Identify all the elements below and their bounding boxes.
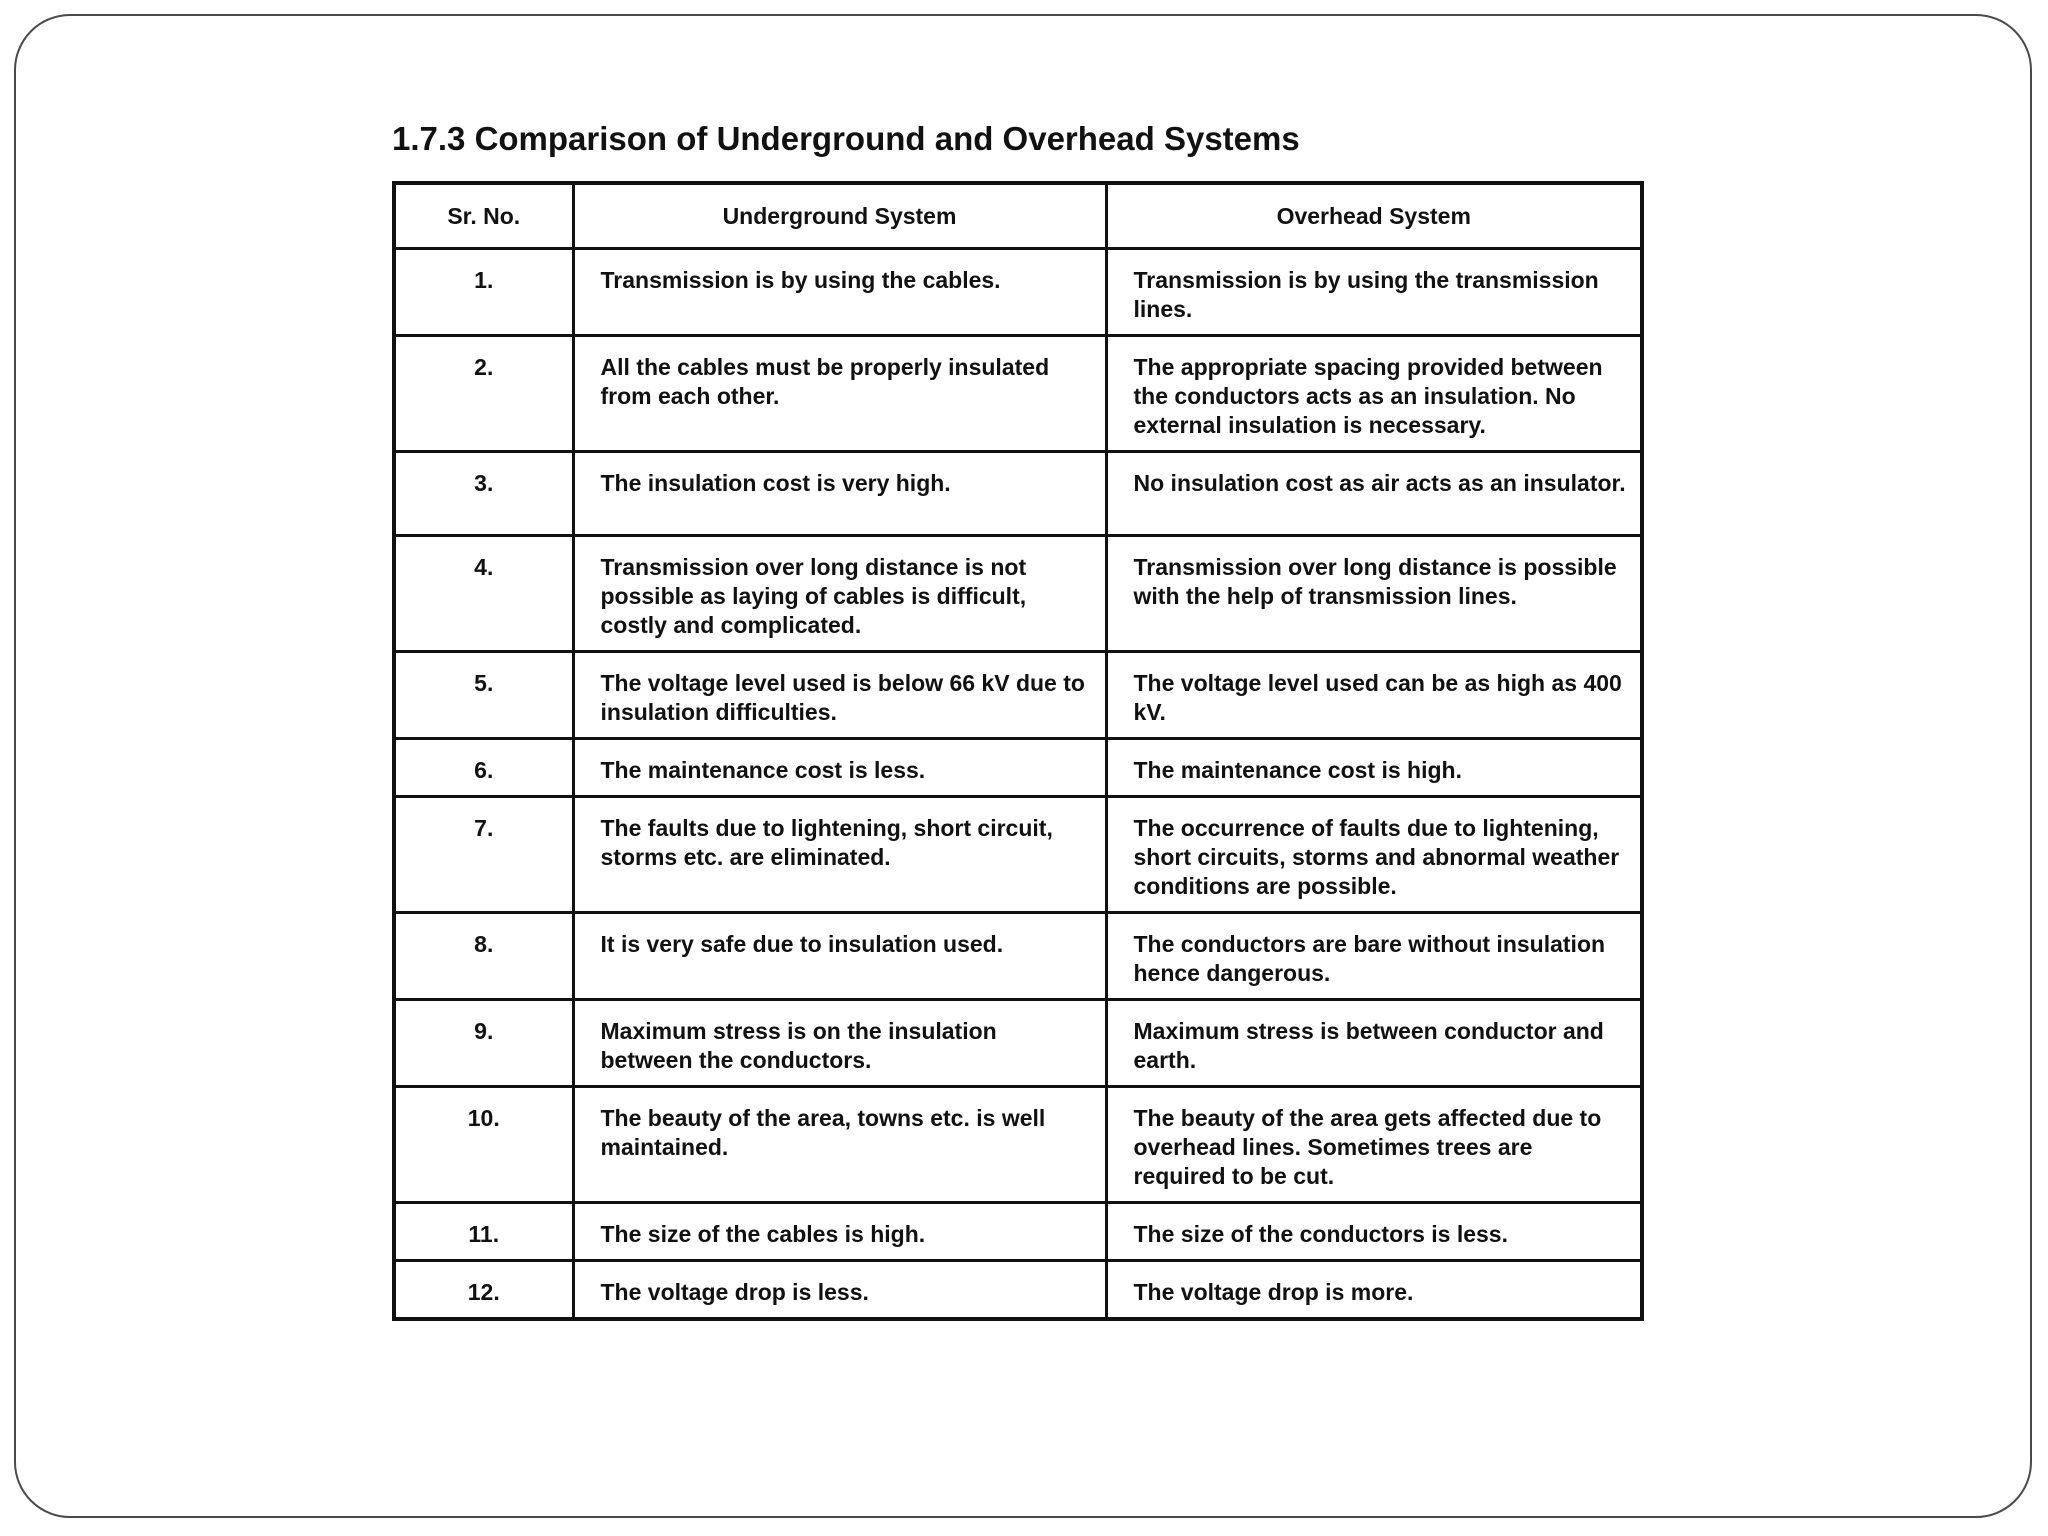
underground-cell: It is very safe due to insulation used. [573,913,1106,1000]
sr-no-cell: 4. [394,536,573,652]
underground-cell: The faults due to lightening, short circuit, storms etc. are eliminated. [573,797,1106,913]
table-row [394,1087,1642,1203]
underground-cell: The beauty of the area, towns etc. is well maintained. [573,1087,1106,1203]
header-overhead-system: Overhead System [1106,183,1642,249]
overhead-cell: The voltage drop is more. [1106,1261,1642,1320]
sr-no-cell: 1. [394,249,573,336]
slide-frame [14,14,2032,1518]
section-heading: 1.7.3 Comparison of Underground and Overhead Systems [392,120,1300,157]
overhead-cell: The maintenance cost is high. [1106,739,1642,797]
underground-cell: The maintenance cost is less. [573,739,1106,797]
sr-no-cell: 12. [394,1261,573,1320]
underground-cell: The voltage drop is less. [573,1261,1106,1320]
table-row [394,336,1642,452]
table-row [394,536,1642,652]
overhead-cell: Maximum stress is between conductor and earth. [1106,1000,1642,1087]
sr-no-cell: 3. [394,452,573,536]
header-underground-system: Underground System [573,183,1106,249]
underground-cell: The size of the cables is high. [573,1203,1106,1261]
table-header-row [394,183,1642,249]
table-row [394,1203,1642,1261]
overhead-cell: The conductors are bare without insulation hence dangerous. [1106,913,1642,1000]
overhead-cell: Transmission over long distance is possible with the help of transmission lines. [1106,536,1642,652]
overhead-cell: Transmission is by using the transmission lines. [1106,249,1642,336]
overhead-cell: The beauty of the area gets affected due to overhead lines. Sometimes trees are required to be cut. [1106,1087,1642,1203]
comparison-table [392,181,1644,1321]
underground-cell: The insulation cost is very high. [573,452,1106,536]
sr-no-cell: 6. [394,739,573,797]
sr-no-cell: 2. [394,336,573,452]
sr-no-cell: 11. [394,1203,573,1261]
overhead-cell: No insulation cost as air acts as an insulator. [1106,452,1642,536]
underground-cell: All the cables must be properly insulated from each other. [573,336,1106,452]
table-row [394,1261,1642,1320]
table-row [394,652,1642,739]
underground-cell: Transmission over long distance is not possible as laying of cables is difficult, costly and complicated. [573,536,1106,652]
table-row [394,913,1642,1000]
table-row [394,452,1642,536]
underground-cell: Transmission is by using the cables. [573,249,1106,336]
sr-no-cell: 7. [394,797,573,913]
sr-no-cell: 5. [394,652,573,739]
sr-no-cell: 8. [394,913,573,1000]
sr-no-cell: 9. [394,1000,573,1087]
table-row [394,249,1642,336]
overhead-cell: The appropriate spacing provided between the conductors acts as an insulation. No external insulation is necessary. [1106,336,1642,452]
overhead-cell: The size of the conductors is less. [1106,1203,1642,1261]
underground-cell: Maximum stress is on the insulation between the conductors. [573,1000,1106,1087]
header-sr-no: Sr. No. [394,183,573,249]
overhead-cell: The voltage level used can be as high as 400 kV. [1106,652,1642,739]
overhead-cell: The occurrence of faults due to lightening, short circuits, storms and abnormal weather conditions are possible. [1106,797,1642,913]
sr-no-cell: 10. [394,1087,573,1203]
table-row [394,1000,1642,1087]
underground-cell: The voltage level used is below 66 kV due to insulation difficulties. [573,652,1106,739]
table-row [394,797,1642,913]
table-row [394,739,1642,797]
